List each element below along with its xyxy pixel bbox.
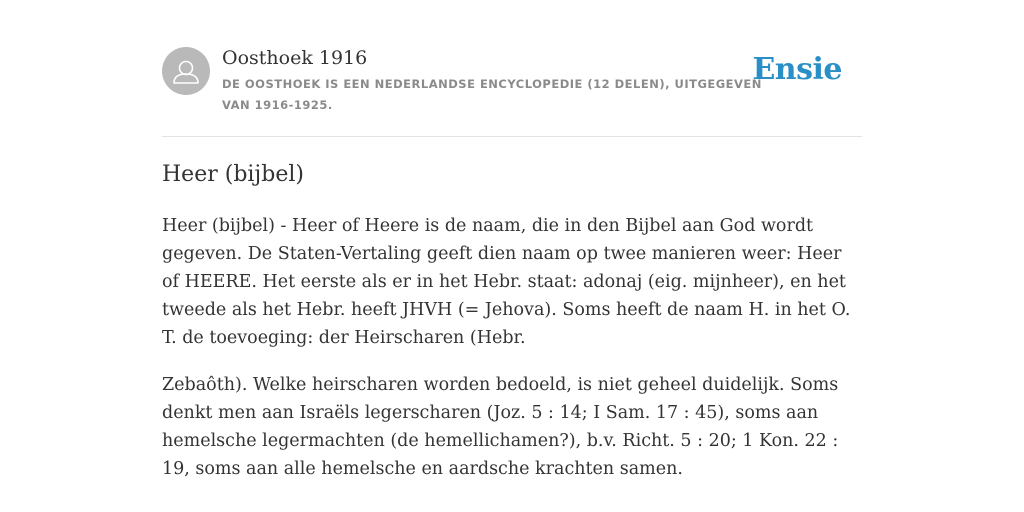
article-paragraph: Heer (bijbel) - Heer of Heere is de naam, die in den Bijbel aan God wordt gegeven. De Staten-Vertaling geeft dien naam op twee manieren weer: Heer of HEERE. Het eerste als er in het Hebr. staat: adonaj (eig. mijnheer), en het tweede als het Hebr. heeft JHVH (= Jehova). Soms heeft de naam H. in het O. T. de toevoeging: der Heirscharen (Hebr. [162,216,851,348]
source-name[interactable]: Oosthoek 1916 [222,47,368,69]
article-body [162,212,862,502]
user-avatar-icon[interactable] [162,47,210,95]
ensie-logo[interactable]: Ensie [752,52,842,87]
source-description: DE OOSTHOEK IS EEN NEDERLANDSE ENCYCLOPEDIE (12 DELEN), UITGEGEVEN VAN 1916-1925. [222,77,762,112]
source-header [162,44,862,137]
article-paragraph: Zebaôth). Welke heirscharen worden bedoeld, is niet geheel duidelijk. Soms denkt men aan Israëls legerscharen (Joz. 5 : 14; I Sam. 17 : 45), soms aan hemelsche legermachten (de hemellichamen?), b.v. Richt. 5 : 20; 1 Kon. 22 : 19, soms aan alle hemelsche en aardsche krachten samen. [162,375,839,479]
article-title: Heer (bijbel) [162,162,304,187]
